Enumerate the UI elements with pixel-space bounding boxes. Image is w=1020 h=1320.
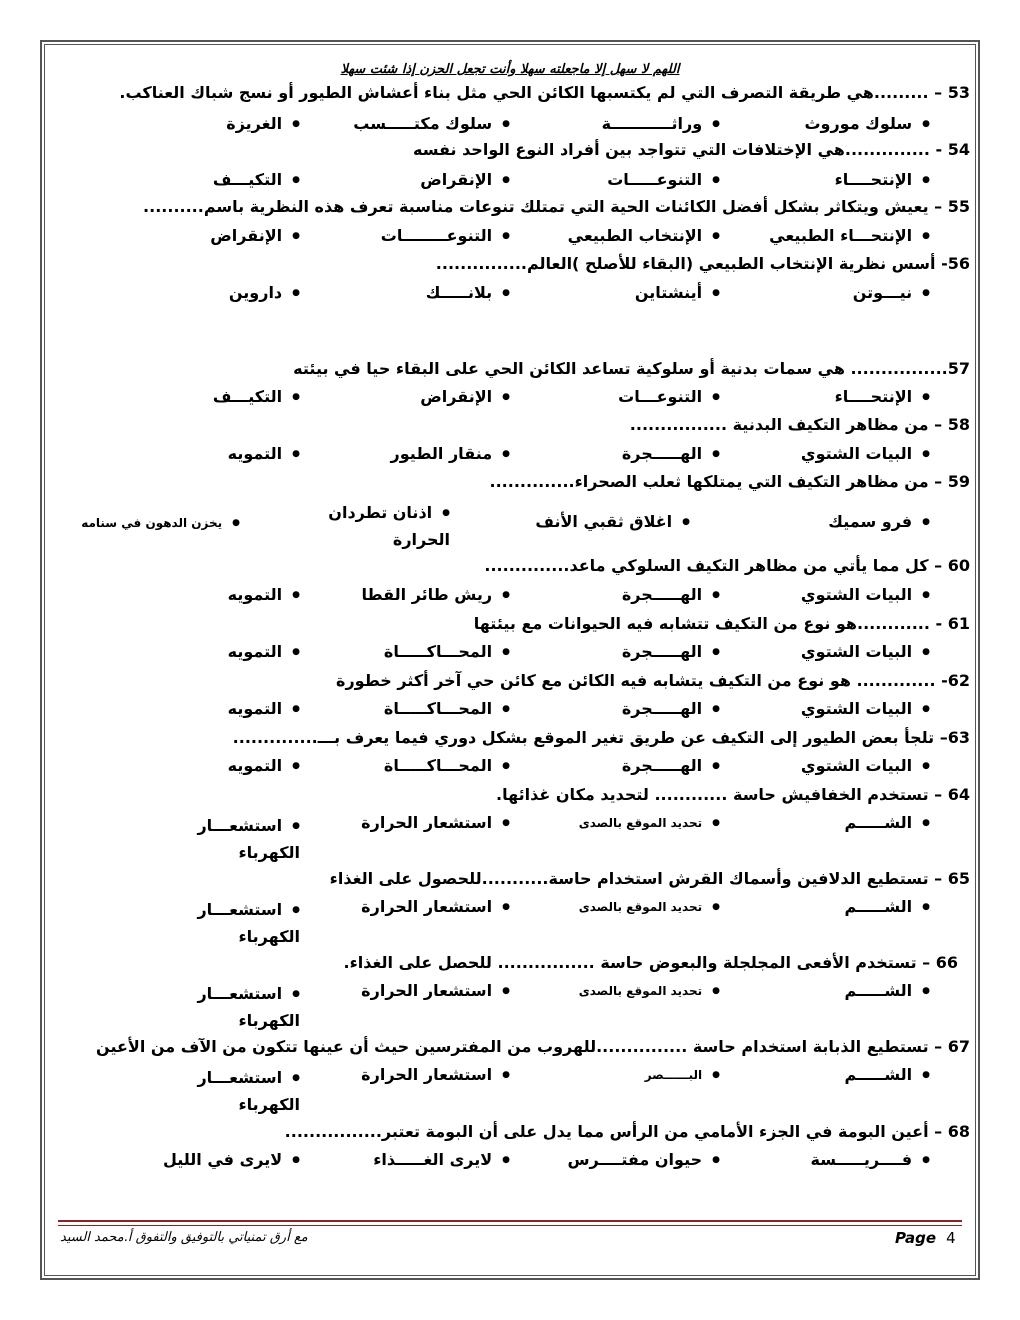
question-62: 62- ............. هو نوع من التكيف يتشابه فيه الكائن مع كائن حي آخر أكثر خطورة: [336, 671, 970, 690]
option[interactable]: ●التمويه: [227, 642, 300, 661]
option[interactable]: ●استشعار الحرارة: [361, 981, 510, 1000]
option[interactable]: ●استشعـــار الكهرباء: [197, 984, 300, 1030]
question-53: 53 – .........هي طريقة التصرف التي لم يكتسبها الكائن الحي مثل بناء أعشاش الطيور أو نسج شباك العناكب.: [119, 83, 970, 102]
question-64: 64 – تستخدم الخفافيش حاسة ............ لتحديد مكان غذائها.: [496, 785, 970, 804]
footer-divider: [58, 1220, 962, 1222]
option[interactable]: ●الإنقراض: [420, 387, 510, 406]
option[interactable]: ●اغلاق ثقبي الأنف: [535, 512, 690, 531]
option[interactable]: ●البيات الشتوي: [800, 756, 930, 775]
option[interactable]: ●تحديد الموقع بالصدى: [578, 900, 720, 914]
option[interactable]: ●الإنتحــــاء: [834, 170, 930, 189]
options-66: [90, 981, 930, 1030]
option[interactable]: ●التمويه: [227, 699, 300, 718]
option[interactable]: ●الشـــــم: [844, 813, 930, 832]
option[interactable]: ●لايرى الغـــــذاء: [373, 1150, 510, 1169]
question-65: 65 – تستطيع الدلافين وأسماك القرش استخدام حاسة...........للحصول على الغذاء: [329, 869, 970, 888]
option[interactable]: ●الهـــــجرة: [621, 699, 720, 718]
options-56: [90, 283, 930, 313]
options-64: [90, 813, 930, 862]
option[interactable]: ●اذنان تطردان الحرارة: [328, 503, 450, 549]
option[interactable]: ●التمويه: [227, 444, 300, 463]
option[interactable]: ●المحـــاكـــــاة: [383, 642, 510, 661]
option[interactable]: ●المحـــاكـــــاة: [383, 699, 510, 718]
question-55: 55 – يعيش ويتكاثر بشكل أفضل الكائنات الحية التي تمتلك تنوعات مناسبة تعرف هذه النظرية باسم..........: [143, 197, 970, 216]
question-63: 63– تلجأ بعض الطيور إلى التكيف عن طريق تغير الموقع بشكل دوري فيما يعرف بـــ..............: [232, 728, 970, 747]
option[interactable]: ●البيات الشتوي: [800, 444, 930, 463]
option[interactable]: ●استشعار الحرارة: [361, 1065, 510, 1084]
option[interactable]: ●التكيـــف: [212, 387, 300, 406]
options-59: [60, 500, 930, 549]
options-63: [90, 756, 930, 786]
options-58: [90, 444, 930, 474]
options-54: [90, 170, 930, 200]
option[interactable]: ●استشعـــار الكهرباء: [197, 900, 300, 946]
option[interactable]: ●استشعار الحرارة: [361, 813, 510, 832]
option[interactable]: ●حيوان مفتــــرس: [567, 1150, 720, 1169]
option[interactable]: ●استشعـــار الكهرباء: [197, 816, 300, 862]
option[interactable]: ●البيات الشتوي: [800, 585, 930, 604]
options-60: [90, 585, 930, 615]
option[interactable]: ●الإنتحـــاء الطبيعي: [769, 226, 930, 245]
option[interactable]: ●لايرى في الليل: [162, 1150, 300, 1169]
options-68: [90, 1150, 930, 1180]
option[interactable]: ●داروين: [228, 283, 300, 302]
option[interactable]: ●الهـــــجرة: [621, 642, 720, 661]
option[interactable]: ●التنوعـــــات: [607, 170, 720, 189]
option[interactable]: ●فــــريـــــسة: [810, 1150, 930, 1169]
option[interactable]: ●التمويه: [227, 756, 300, 775]
option[interactable]: ●الشـــــم: [844, 897, 930, 916]
option[interactable]: ●المحـــاكـــــاة: [383, 756, 510, 775]
page-number: [895, 1229, 956, 1247]
question-59: 59 – من مظاهر التكيف التي يمتلكها ثعلب الصحراء..............: [489, 472, 970, 491]
option[interactable]: ●الشـــــم: [844, 1065, 930, 1084]
option[interactable]: ●التمويه: [227, 585, 300, 604]
page-number-value: 4: [946, 1229, 956, 1247]
option[interactable]: ●ريش طائر القطا: [361, 585, 510, 604]
footer-divider: [58, 1225, 962, 1226]
question-56: 56- أسس نظرية الإنتخاب الطبيعي (البقاء للأصلح )العالم...............: [435, 254, 970, 273]
option[interactable]: ●البيات الشتوي: [800, 699, 930, 718]
option[interactable]: ●سلوك مكتـــــسب: [353, 114, 510, 133]
option[interactable]: ●تحديد الموقع بالصدى: [578, 816, 720, 830]
question-54: 54 - ..............هي الإختلافات التي تتواجد بين أفراد النوع الواحد نفسه: [412, 140, 970, 159]
option[interactable]: ●الإنتحــــاء: [834, 387, 930, 406]
option[interactable]: ●يخزن الدهون في سنامه: [81, 516, 240, 530]
option[interactable]: ●الغريزة: [226, 114, 300, 133]
option[interactable]: ●التنوعـــات: [618, 387, 720, 406]
option[interactable]: ●وراثـــــــــــة: [601, 114, 720, 133]
question-67: 67 – تستطيع الذبابة استخدام حاسة ...............للهروب من المفترسين حيث أن عينها تتكون من الآف من الأعين: [96, 1037, 970, 1056]
page-label: Page: [895, 1229, 937, 1247]
option[interactable]: ●الهـــــجرة: [621, 756, 720, 775]
question-68: 68 – أعين البومة في الجزء الأمامي من الرأس مما يدل على أن البومة تعتبر................: [284, 1122, 970, 1141]
option[interactable]: ●البيات الشتوي: [800, 642, 930, 661]
options-67: [90, 1065, 930, 1114]
option[interactable]: ●تحديد الموقع بالصدى: [578, 984, 720, 998]
option[interactable]: ●الهـــــجرة: [621, 585, 720, 604]
options-61: [90, 642, 930, 672]
option[interactable]: ●الإنقراض: [210, 226, 300, 245]
question-60: 60 – كل مما يأتي من مظاهر التكيف السلوكي ماعد..............: [484, 556, 970, 575]
options-57: [90, 387, 930, 417]
option[interactable]: ●سلوك موروث: [804, 114, 930, 133]
footer-text: مع أرق تمنياتي بالتوفيق والتفوق أ.محمد السيد: [60, 1230, 308, 1245]
question-66: 66 – تستخدم الأفعى المجلجلة والبعوض حاسة ................ للحصل على الغذاء.: [343, 953, 958, 972]
option[interactable]: ●فرو سميك: [828, 512, 930, 531]
option[interactable]: ●استشعـــار الكهرباء: [197, 1068, 300, 1114]
option[interactable]: ●الشـــــم: [844, 981, 930, 1000]
question-58: 58 – من مظاهر التكيف البدنية ................: [629, 415, 970, 434]
option[interactable]: ●التنوعــــــــات: [380, 226, 510, 245]
options-55: [90, 226, 930, 256]
option[interactable]: ●البــــــصر: [644, 1068, 720, 1082]
option[interactable]: ●بلانـــــك: [425, 283, 510, 302]
option[interactable]: ●نيـــوتن: [852, 283, 930, 302]
page-header: [0, 62, 1020, 77]
option[interactable]: ●الهـــــجرة: [621, 444, 720, 463]
question-57: 57................ هي سمات بدنية أو سلوكية تساعد الكائن الحي على البقاء حيا في بيئته: [293, 359, 970, 378]
question-61: 61 - ............هو نوع من التكيف تتشابه فيه الحيوانات مع بيئتها: [473, 614, 970, 633]
header-text: اللهم لا سهل إلا ماجعلته سهلا وأنت تجعل الحزن إذا شئت سهلا: [340, 62, 680, 77]
option[interactable]: ●منقار الطيور: [390, 444, 510, 463]
options-62: [90, 699, 930, 729]
option[interactable]: ●أينشتاين: [634, 283, 720, 302]
option[interactable]: ●الإنتخاب الطبيعي: [567, 226, 720, 245]
options-65: [90, 897, 930, 946]
option[interactable]: ●الإنقراض: [420, 170, 510, 189]
option[interactable]: ●التكيـــف: [212, 170, 300, 189]
option[interactable]: ●استشعار الحرارة: [361, 897, 510, 916]
